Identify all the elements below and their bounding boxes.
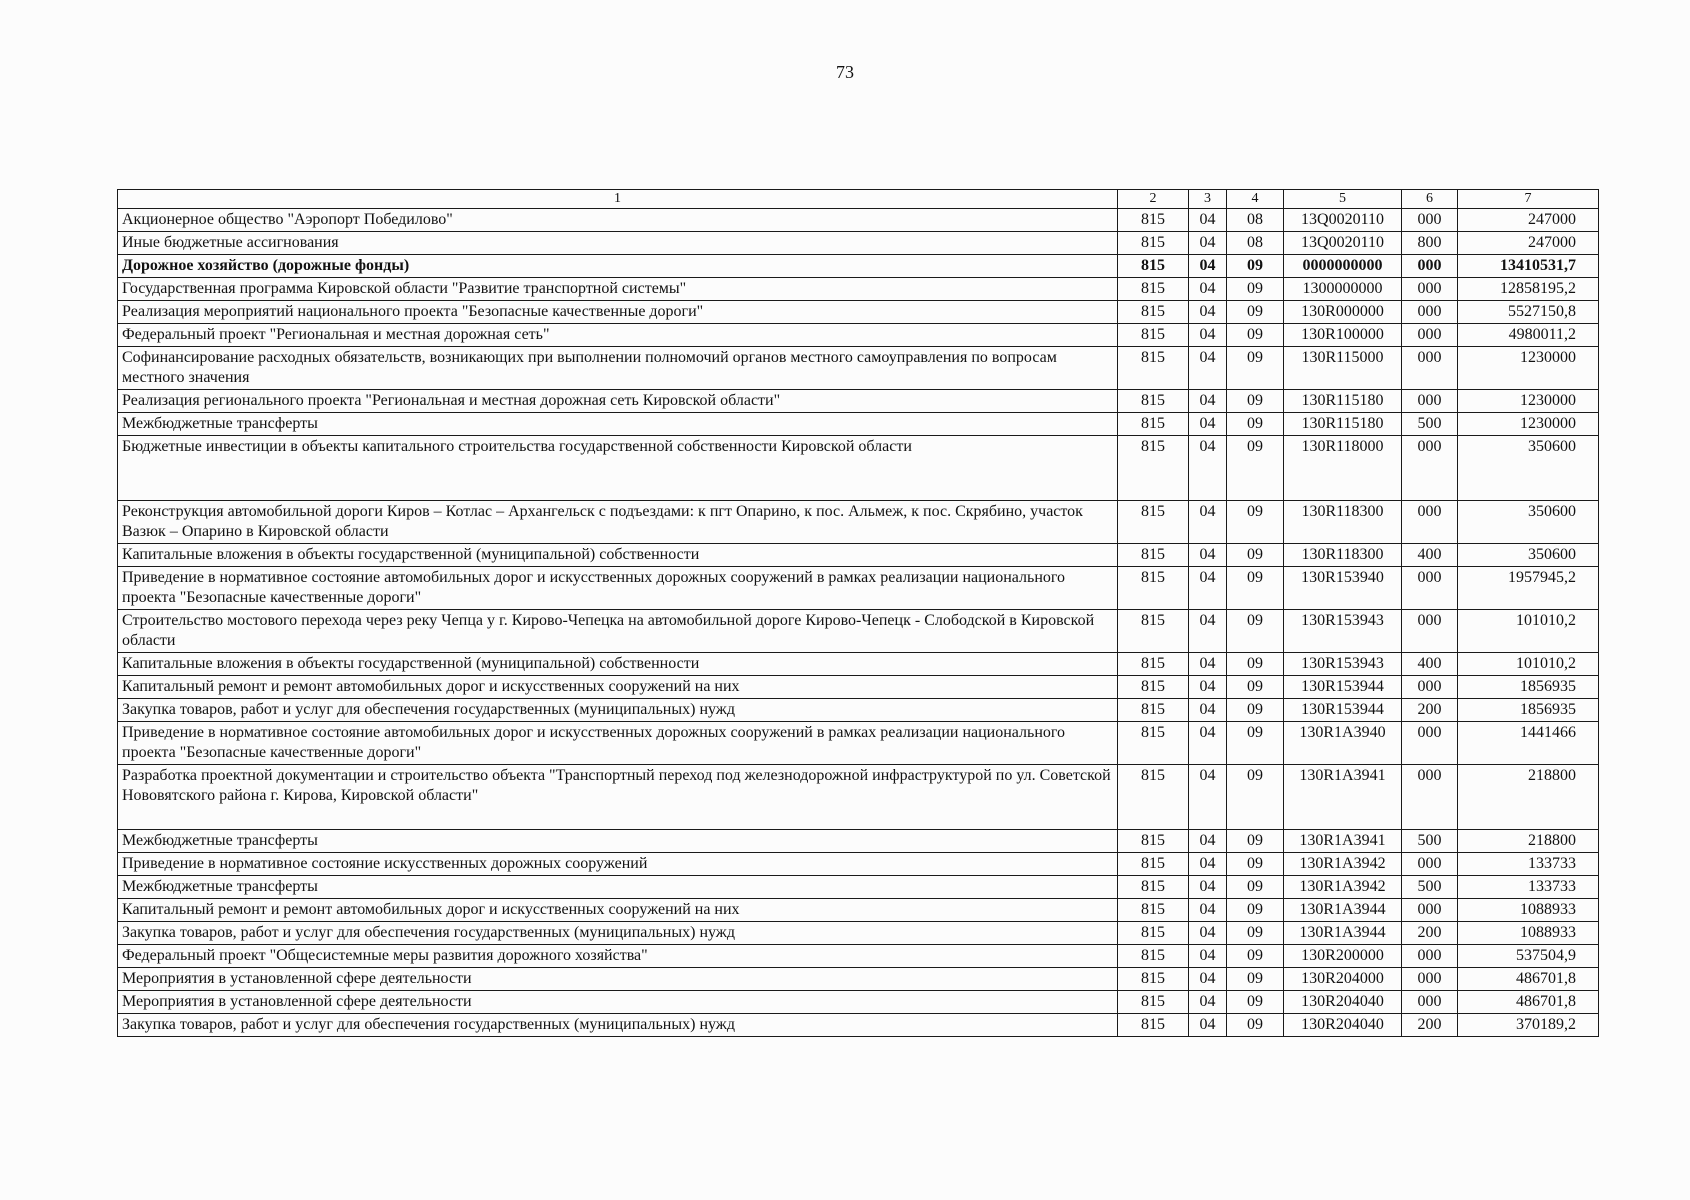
row-section-cell: 04 — [1189, 324, 1227, 347]
row-code-cell: 815 — [1118, 830, 1189, 853]
row-target-article-cell: 130R204000 — [1284, 968, 1402, 991]
table-header-row — [118, 190, 1599, 209]
column-header: 4 — [1227, 190, 1284, 209]
table-row — [118, 922, 1599, 945]
row-code-cell: 815 — [1118, 899, 1189, 922]
column-header: 2 — [1118, 190, 1189, 209]
row-target-article-cell: 13Q0020110 — [1284, 232, 1402, 255]
row-name-cell: Межбюджетные трансферты — [118, 876, 1118, 899]
row-amount-cell: 1230000 — [1458, 347, 1599, 390]
row-amount-cell: 218800 — [1458, 765, 1599, 830]
row-expense-type-cell: 000 — [1402, 501, 1458, 544]
row-target-article-cell: 130R1A3944 — [1284, 899, 1402, 922]
row-subsection-cell: 09 — [1227, 324, 1284, 347]
row-section-cell: 04 — [1189, 699, 1227, 722]
row-expense-type-cell: 000 — [1402, 968, 1458, 991]
row-target-article-cell: 130R118000 — [1284, 436, 1402, 501]
row-target-article-cell: 130R115180 — [1284, 413, 1402, 436]
row-target-article-cell: 130R1A3941 — [1284, 765, 1402, 830]
row-section-cell: 04 — [1189, 255, 1227, 278]
row-code-cell: 815 — [1118, 699, 1189, 722]
row-subsection-cell: 09 — [1227, 699, 1284, 722]
table-row — [118, 653, 1599, 676]
table-row — [118, 324, 1599, 347]
row-amount-cell: 133733 — [1458, 853, 1599, 876]
row-code-cell: 815 — [1118, 390, 1189, 413]
row-section-cell: 04 — [1189, 922, 1227, 945]
row-target-article-cell: 130R000000 — [1284, 301, 1402, 324]
table-row — [118, 945, 1599, 968]
table-row — [118, 544, 1599, 567]
row-section-cell: 04 — [1189, 278, 1227, 301]
row-subsection-cell: 09 — [1227, 567, 1284, 610]
row-code-cell: 815 — [1118, 301, 1189, 324]
row-amount-cell: 101010,2 — [1458, 653, 1599, 676]
row-target-article-cell: 130R118300 — [1284, 501, 1402, 544]
row-amount-cell: 1856935 — [1458, 699, 1599, 722]
row-expense-type-cell: 000 — [1402, 765, 1458, 830]
row-expense-type-cell: 200 — [1402, 922, 1458, 945]
table-row — [118, 1014, 1599, 1037]
row-expense-type-cell: 200 — [1402, 1014, 1458, 1037]
table-row — [118, 853, 1599, 876]
row-section-cell: 04 — [1189, 991, 1227, 1014]
table-row — [118, 278, 1599, 301]
row-subsection-cell: 09 — [1227, 255, 1284, 278]
row-code-cell: 815 — [1118, 968, 1189, 991]
table-row — [118, 968, 1599, 991]
table-row — [118, 413, 1599, 436]
row-amount-cell: 133733 — [1458, 876, 1599, 899]
row-subsection-cell: 09 — [1227, 968, 1284, 991]
row-name-cell: Реализация регионального проекта "Региональная и местная дорожная сеть Кировской области" — [118, 390, 1118, 413]
row-code-cell: 815 — [1118, 853, 1189, 876]
row-section-cell: 04 — [1189, 853, 1227, 876]
row-target-article-cell: 130R1A3941 — [1284, 830, 1402, 853]
row-target-article-cell: 130R153940 — [1284, 567, 1402, 610]
row-subsection-cell: 09 — [1227, 610, 1284, 653]
row-section-cell: 04 — [1189, 765, 1227, 830]
row-target-article-cell: 130R204040 — [1284, 1014, 1402, 1037]
row-name-cell: Государственная программа Кировской области "Развитие транспортной системы" — [118, 278, 1118, 301]
row-subsection-cell: 09 — [1227, 544, 1284, 567]
row-section-cell: 04 — [1189, 501, 1227, 544]
row-expense-type-cell: 400 — [1402, 653, 1458, 676]
row-section-cell: 04 — [1189, 876, 1227, 899]
row-code-cell: 815 — [1118, 501, 1189, 544]
row-name-cell: Реконструкция автомобильной дороги Киров – Котлас – Архангельск с подъездами: к пгт Опарино, к пос. Альмеж, к пос. Скрябино, участок Вазюк – Опарино в Кировской области — [118, 501, 1118, 544]
row-amount-cell: 247000 — [1458, 232, 1599, 255]
row-amount-cell: 370189,2 — [1458, 1014, 1599, 1037]
row-code-cell: 815 — [1118, 922, 1189, 945]
row-name-cell: Закупка товаров, работ и услуг для обеспечения государственных (муниципальных) нужд — [118, 1014, 1118, 1037]
row-subsection-cell: 09 — [1227, 347, 1284, 390]
row-expense-type-cell: 000 — [1402, 347, 1458, 390]
row-section-cell: 04 — [1189, 544, 1227, 567]
row-subsection-cell: 09 — [1227, 722, 1284, 765]
row-amount-cell: 12858195,2 — [1458, 278, 1599, 301]
row-code-cell: 815 — [1118, 653, 1189, 676]
row-subsection-cell: 09 — [1227, 501, 1284, 544]
row-name-cell: Реализация мероприятий национального проекта "Безопасные качественные дороги" — [118, 301, 1118, 324]
table-row — [118, 699, 1599, 722]
row-expense-type-cell: 000 — [1402, 390, 1458, 413]
row-expense-type-cell: 000 — [1402, 945, 1458, 968]
row-code-cell: 815 — [1118, 544, 1189, 567]
row-name-cell: Закупка товаров, работ и услуг для обеспечения государственных (муниципальных) нужд — [118, 699, 1118, 722]
table-row — [118, 209, 1599, 232]
row-target-article-cell: 0000000000 — [1284, 255, 1402, 278]
row-subsection-cell: 09 — [1227, 676, 1284, 699]
row-expense-type-cell: 000 — [1402, 899, 1458, 922]
row-amount-cell: 101010,2 — [1458, 610, 1599, 653]
row-section-cell: 04 — [1189, 567, 1227, 610]
row-code-cell: 815 — [1118, 255, 1189, 278]
row-amount-cell: 4980011,2 — [1458, 324, 1599, 347]
row-target-article-cell: 130R153943 — [1284, 653, 1402, 676]
row-code-cell: 815 — [1118, 1014, 1189, 1037]
row-name-cell: Бюджетные инвестиции в объекты капитального строительства государственной собственности Кировской области — [118, 436, 1118, 501]
row-amount-cell: 350600 — [1458, 501, 1599, 544]
row-expense-type-cell: 000 — [1402, 853, 1458, 876]
row-name-cell: Мероприятия в установленной сфере деятельности — [118, 991, 1118, 1014]
row-name-cell: Разработка проектной документации и строительство объекта "Транспортный переход под железнодорожной инфраструктурой по ул. Советской Нововятского района г. Кирова, Кировской области" — [118, 765, 1118, 830]
table-row — [118, 436, 1599, 501]
row-code-cell: 815 — [1118, 676, 1189, 699]
row-amount-cell: 1088933 — [1458, 899, 1599, 922]
row-subsection-cell: 09 — [1227, 899, 1284, 922]
row-code-cell: 815 — [1118, 722, 1189, 765]
row-section-cell: 04 — [1189, 899, 1227, 922]
row-amount-cell: 1088933 — [1458, 922, 1599, 945]
column-header: 6 — [1402, 190, 1458, 209]
row-subsection-cell: 09 — [1227, 301, 1284, 324]
row-name-cell: Капитальные вложения в объекты государственной (муниципальной) собственности — [118, 653, 1118, 676]
row-subsection-cell: 08 — [1227, 209, 1284, 232]
table-row — [118, 232, 1599, 255]
column-header: 5 — [1284, 190, 1402, 209]
row-amount-cell: 5527150,8 — [1458, 301, 1599, 324]
row-expense-type-cell: 000 — [1402, 255, 1458, 278]
row-section-cell: 04 — [1189, 722, 1227, 765]
row-name-cell: Федеральный проект "Региональная и местная дорожная сеть" — [118, 324, 1118, 347]
row-amount-cell: 486701,8 — [1458, 991, 1599, 1014]
table-row — [118, 876, 1599, 899]
row-subsection-cell: 09 — [1227, 413, 1284, 436]
row-section-cell: 04 — [1189, 968, 1227, 991]
row-name-cell: Капитальные вложения в объекты государственной (муниципальной) собственности — [118, 544, 1118, 567]
row-subsection-cell: 08 — [1227, 232, 1284, 255]
row-section-cell: 04 — [1189, 1014, 1227, 1037]
row-name-cell: Приведение в нормативное состояние искусственных дорожных сооружений — [118, 853, 1118, 876]
row-section-cell: 04 — [1189, 676, 1227, 699]
row-target-article-cell: 130R1A3940 — [1284, 722, 1402, 765]
table-row — [118, 765, 1599, 830]
row-target-article-cell: 1300000000 — [1284, 278, 1402, 301]
row-subsection-cell: 09 — [1227, 853, 1284, 876]
row-section-cell: 04 — [1189, 945, 1227, 968]
row-expense-type-cell: 500 — [1402, 830, 1458, 853]
row-code-cell: 815 — [1118, 991, 1189, 1014]
row-code-cell: 815 — [1118, 876, 1189, 899]
row-target-article-cell: 130R100000 — [1284, 324, 1402, 347]
row-expense-type-cell: 000 — [1402, 610, 1458, 653]
row-expense-type-cell: 000 — [1402, 722, 1458, 765]
row-subsection-cell: 09 — [1227, 436, 1284, 501]
row-amount-cell: 350600 — [1458, 436, 1599, 501]
column-header: 1 — [118, 190, 1118, 209]
row-expense-type-cell: 500 — [1402, 876, 1458, 899]
row-target-article-cell: 130R153944 — [1284, 699, 1402, 722]
table-row — [118, 830, 1599, 853]
row-name-cell: Капитальный ремонт и ремонт автомобильных дорог и искусственных сооружений на них — [118, 899, 1118, 922]
row-code-cell: 815 — [1118, 945, 1189, 968]
row-amount-cell: 1441466 — [1458, 722, 1599, 765]
row-name-cell: Мероприятия в установленной сфере деятельности — [118, 968, 1118, 991]
table-body — [118, 209, 1599, 1037]
row-section-cell: 04 — [1189, 653, 1227, 676]
row-amount-cell: 1230000 — [1458, 413, 1599, 436]
row-expense-type-cell: 000 — [1402, 676, 1458, 699]
row-amount-cell: 218800 — [1458, 830, 1599, 853]
row-target-article-cell: 130R115000 — [1284, 347, 1402, 390]
row-amount-cell: 486701,8 — [1458, 968, 1599, 991]
page-number: 73 — [836, 62, 854, 82]
row-subsection-cell: 09 — [1227, 945, 1284, 968]
row-name-cell: Дорожное хозяйство (дорожные фонды) — [118, 255, 1118, 278]
row-code-cell: 815 — [1118, 347, 1189, 390]
row-name-cell: Капитальный ремонт и ремонт автомобильных дорог и искусственных сооружений на них — [118, 676, 1118, 699]
row-target-article-cell: 130R153944 — [1284, 676, 1402, 699]
row-expense-type-cell: 000 — [1402, 567, 1458, 610]
row-subsection-cell: 09 — [1227, 991, 1284, 1014]
row-code-cell: 815 — [1118, 278, 1189, 301]
row-code-cell: 815 — [1118, 765, 1189, 830]
budget-table — [117, 189, 1599, 1037]
row-name-cell: Строительство мостового перехода через реку Чепца у г. Кирово-Чепецка на автомобильной дороге Кирово-Чепецк - Слободской в Кировской области — [118, 610, 1118, 653]
row-expense-type-cell: 400 — [1402, 544, 1458, 567]
row-amount-cell: 1957945,2 — [1458, 567, 1599, 610]
table-row — [118, 991, 1599, 1014]
row-target-article-cell: 130R153943 — [1284, 610, 1402, 653]
row-amount-cell: 1230000 — [1458, 390, 1599, 413]
row-expense-type-cell: 800 — [1402, 232, 1458, 255]
column-header: 7 — [1458, 190, 1599, 209]
row-name-cell: Федеральный проект "Общесистемные меры развития дорожного хозяйства" — [118, 945, 1118, 968]
row-expense-type-cell: 000 — [1402, 209, 1458, 232]
row-expense-type-cell: 500 — [1402, 413, 1458, 436]
row-section-cell: 04 — [1189, 436, 1227, 501]
row-expense-type-cell: 000 — [1402, 436, 1458, 501]
row-code-cell: 815 — [1118, 436, 1189, 501]
row-target-article-cell: 130R115180 — [1284, 390, 1402, 413]
row-section-cell: 04 — [1189, 390, 1227, 413]
row-code-cell: 815 — [1118, 610, 1189, 653]
column-header: 3 — [1189, 190, 1227, 209]
row-name-cell: Межбюджетные трансферты — [118, 830, 1118, 853]
table-row — [118, 676, 1599, 699]
row-section-cell: 04 — [1189, 232, 1227, 255]
row-subsection-cell: 09 — [1227, 765, 1284, 830]
row-amount-cell: 350600 — [1458, 544, 1599, 567]
row-amount-cell: 13410531,7 — [1458, 255, 1599, 278]
row-section-cell: 04 — [1189, 301, 1227, 324]
row-subsection-cell: 09 — [1227, 278, 1284, 301]
row-section-cell: 04 — [1189, 830, 1227, 853]
row-code-cell: 815 — [1118, 567, 1189, 610]
row-expense-type-cell: 000 — [1402, 324, 1458, 347]
row-subsection-cell: 09 — [1227, 830, 1284, 853]
table-row — [118, 610, 1599, 653]
row-code-cell: 815 — [1118, 232, 1189, 255]
row-subsection-cell: 09 — [1227, 390, 1284, 413]
row-expense-type-cell: 000 — [1402, 278, 1458, 301]
table-row — [118, 347, 1599, 390]
row-code-cell: 815 — [1118, 413, 1189, 436]
row-section-cell: 04 — [1189, 413, 1227, 436]
table-row — [118, 301, 1599, 324]
row-name-cell: Иные бюджетные ассигнования — [118, 232, 1118, 255]
row-amount-cell: 247000 — [1458, 209, 1599, 232]
row-amount-cell: 1856935 — [1458, 676, 1599, 699]
table-row — [118, 255, 1599, 278]
row-expense-type-cell: 000 — [1402, 991, 1458, 1014]
table-row — [118, 390, 1599, 413]
row-target-article-cell: 130R200000 — [1284, 945, 1402, 968]
table-row — [118, 501, 1599, 544]
row-subsection-cell: 09 — [1227, 876, 1284, 899]
row-section-cell: 04 — [1189, 209, 1227, 232]
table-row — [118, 722, 1599, 765]
row-name-cell: Софинансирование расходных обязательств, возникающих при выполнении полномочий органов местного самоуправления по вопросам местного значения — [118, 347, 1118, 390]
row-code-cell: 815 — [1118, 209, 1189, 232]
row-target-article-cell: 130R1A3942 — [1284, 853, 1402, 876]
row-name-cell: Закупка товаров, работ и услуг для обеспечения государственных (муниципальных) нужд — [118, 922, 1118, 945]
table-row — [118, 567, 1599, 610]
row-target-article-cell: 130R1A3942 — [1284, 876, 1402, 899]
table-row — [118, 899, 1599, 922]
row-name-cell: Приведение в нормативное состояние автомобильных дорог и искусственных дорожных сооружений в рамках реализации национального проекта "Безопасные качественные дороги" — [118, 722, 1118, 765]
row-section-cell: 04 — [1189, 610, 1227, 653]
row-target-article-cell: 130R118300 — [1284, 544, 1402, 567]
row-target-article-cell: 13Q0020110 — [1284, 209, 1402, 232]
row-section-cell: 04 — [1189, 347, 1227, 390]
row-name-cell: Межбюджетные трансферты — [118, 413, 1118, 436]
row-expense-type-cell: 200 — [1402, 699, 1458, 722]
row-name-cell: Акционерное общество "Аэропорт Победилово" — [118, 209, 1118, 232]
row-subsection-cell: 09 — [1227, 922, 1284, 945]
row-target-article-cell: 130R1A3944 — [1284, 922, 1402, 945]
row-subsection-cell: 09 — [1227, 1014, 1284, 1037]
row-name-cell: Приведение в нормативное состояние автомобильных дорог и искусственных дорожных сооружений в рамках реализации национального проекта "Безопасные качественные дороги" — [118, 567, 1118, 610]
row-amount-cell: 537504,9 — [1458, 945, 1599, 968]
row-expense-type-cell: 000 — [1402, 301, 1458, 324]
row-target-article-cell: 130R204040 — [1284, 991, 1402, 1014]
row-code-cell: 815 — [1118, 324, 1189, 347]
row-subsection-cell: 09 — [1227, 653, 1284, 676]
